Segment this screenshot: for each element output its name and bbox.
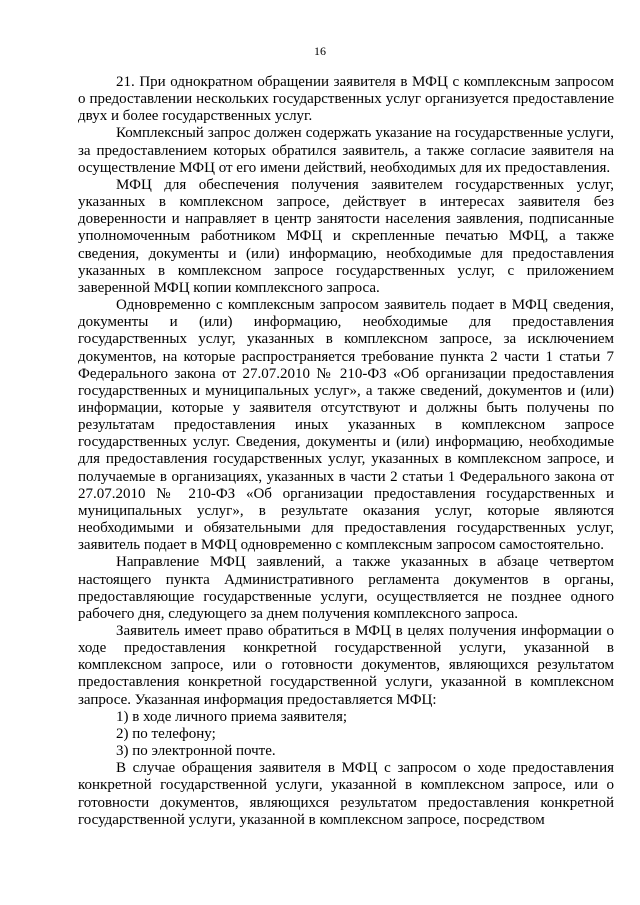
document-body	[78, 74, 614, 829]
paragraph-2: Комплексный запрос должен содержать указание на государственные услуги, за предоставлением которых обратился заявитель, а также согласие заявителя на осуществление МФЦ от его имени действий, необходимых для их предоставления.	[78, 125, 614, 176]
paragraph-1: 21. При однократном обращении заявителя в МФЦ с комплексным запросом о предоставлении нескольких государственных услуг организуется предоставление двух и более государственных услуг.	[78, 74, 614, 125]
paragraph-3: МФЦ для обеспечения получения заявителем государственных услуг, указанных в комплексном запросе, действует в интересах заявителя без доверенности и направляет в центр занятости населения заявления, подписанные уполномоченным работником МФЦ и скрепленные печатью МФЦ, а также сведения, документы и (или) информацию, необходимые для предоставления указанных в комплексном запросе государственных услуг, с приложением заверенной МФЦ копии комплексного запроса.	[78, 176, 614, 296]
list-item-1: 1) в ходе личного приема заявителя;	[116, 708, 348, 725]
list-item-2: 2) по телефону;	[116, 725, 216, 742]
paragraph-5: Направление МФЦ заявлений, а также указанных в абзаце четвертом настоящего пункта Административного регламента документов в органы, предоставляющие государственные услуги, осуществляется не позднее одного рабочего дня, следующего за днем получения комплексного запроса.	[78, 554, 614, 622]
paragraph-4: Одновременно с комплексным запросом заявитель подает в МФЦ сведения, документы и (или) информацию, необходимые для предоставления государственных услуг, указанных в комплексном запросе, за исключением документов, на которые распространяется требование пункта 2 части 1 статьи 7 Федерального закона от 27.07.2010 № 210-ФЗ «Об организации предоставления государственных и муниципальных услуг», а также сведений, документов и (или) информации, которые у заявителя отсутствуют и должны быть получены по результатам предоставления иных указанных в комплексном запросе государственных услуг. Сведения, документы и (или) информацию, необходимые для предоставления государственных услуг, указанных в комплексном запросе, и получаемые в организациях, указанных в части 2 статьи 1 Федерального закона от 27.07.2010 № 210-ФЗ «Об организации предоставления государственных и муниципальных услуг», в результате оказания услуг, которые являются необходимыми и обязательными для предоставления государственных услуг, заявитель подает в МФЦ одновременно с комплексным запросом самостоятельно.	[78, 297, 614, 554]
paragraph-final: В случае обращения заявителя в МФЦ с запросом о ходе предоставления конкретной государственной услуги, указанной в комплексном запросе, или о готовности документов, являющихся результатом предоставления конкретной государственной услуги, указанной в комплексном запросе, посредством	[78, 760, 614, 828]
list-item-3: 3) по электронной почте.	[116, 743, 276, 760]
page-number: 16	[314, 44, 326, 58]
paragraph-6: Заявитель имеет право обратиться в МФЦ в целях получения информации о ходе предоставления конкретной государственной услуги, указанной в комплексном запросе, или о готовности документов, являющихся результатом предоставления конкретной государственной услуги, указанной в комплексном запросе. Указанная информация предоставляется МФЦ:	[78, 623, 614, 708]
